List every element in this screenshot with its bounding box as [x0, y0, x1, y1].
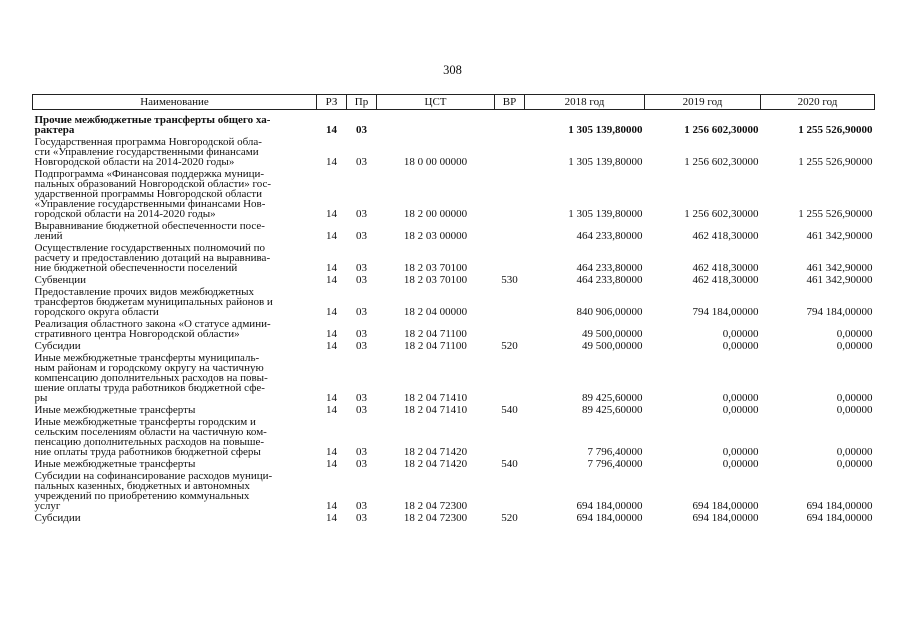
budget-table [32, 94, 875, 525]
row-cst: 18 2 03 00000 [403, 230, 468, 242]
row-value-2019: 794 184,00000 [692, 306, 759, 318]
column-header-2020: 2020 год [761, 95, 875, 110]
table-row [33, 221, 875, 243]
row-value-2018: 1 305 139,80000 [568, 208, 643, 220]
column-header-rz: РЗ [317, 95, 347, 110]
row-value-2018: 694 184,00000 [576, 500, 643, 512]
row-value-2019: 0,00000 [722, 404, 759, 416]
row-vr [495, 221, 525, 243]
row-name: Осуществление государственных полномочий по расчету и предоставлению дотаций на выравнива- ние бюджетной обеспеченности поселений [34, 242, 271, 274]
row-rz: 14 [326, 230, 337, 242]
row-cst: 18 2 04 72300 [403, 500, 468, 512]
row-name: Иные межбюджетные трансферты [34, 404, 196, 416]
row-pr: 03 [356, 262, 367, 274]
row-name: Субсидии на софинансирование расходов муници- пальных казенных, бюджетных и автономных учреждений по приобретению коммунальных услуг [34, 470, 273, 512]
column-header-name: Наименование [33, 95, 317, 110]
row-cst: 18 2 04 71100 [404, 340, 467, 352]
row-value-2018: 7 796,40000 [587, 446, 643, 458]
table-row [33, 319, 875, 341]
row-pr: 03 [356, 328, 367, 340]
row-rz: 14 [326, 458, 337, 470]
row-value-2019: 462 418,30000 [692, 262, 759, 274]
row-rz: 14 [326, 262, 337, 274]
row-value-2020: 0,00000 [836, 328, 873, 340]
row-value-2020: 0,00000 [836, 404, 873, 416]
row-cst: 18 2 03 70100 [403, 262, 468, 274]
row-rz: 14 [326, 328, 337, 340]
row-pr: 03 [356, 512, 367, 524]
row-rz: 14 [326, 446, 337, 458]
row-name: Государственная программа Новгородской обла- сти «Управление государственными финансами Новгородской области на 2014-2020 годы» [34, 136, 262, 168]
row-cst [377, 110, 495, 138]
row-value-2018: 1 305 139,80000 [568, 156, 643, 168]
row-name: Субсидии [34, 512, 81, 524]
row-value-2020: 1 255 526,90000 [798, 156, 873, 168]
column-header-2018: 2018 год [525, 95, 645, 110]
row-value-2018: 49 500,00000 [582, 340, 643, 352]
column-header-2019: 2019 год [645, 95, 761, 110]
row-rz: 14 [326, 500, 337, 512]
page-number: 308 [443, 63, 462, 77]
row-cst: 18 2 04 71100 [404, 328, 467, 340]
row-cst: 18 2 04 71410 [403, 392, 468, 404]
row-rz: 14 [326, 208, 337, 220]
row-name: Прочие межбюджетные трансферты общего ха- рактера [34, 114, 271, 136]
table-row [33, 169, 875, 221]
row-vr [495, 319, 525, 341]
row-name: Иные межбюджетные трансферты муниципаль- ным районам и городскому округу на частичную компенсацию дополнительных расходов на повы- шение оплаты труда работников бюджетной сфе- ры [34, 352, 268, 404]
row-value-2018: 89 425,60000 [582, 404, 643, 416]
row-vr [495, 110, 525, 138]
row-value-2020: 0,00000 [836, 458, 873, 470]
row-value-2020: 1 255 526,90000 [798, 124, 873, 136]
row-pr: 03 [356, 306, 367, 318]
row-rz: 14 [326, 404, 337, 416]
row-value-2019: 1 256 602,30000 [684, 156, 759, 168]
row-value-2018: 89 425,60000 [582, 392, 643, 404]
row-value-2019: 0,00000 [722, 458, 759, 470]
table-row [33, 110, 875, 138]
row-cst: 18 2 03 70100 [403, 274, 468, 286]
row-vr [495, 417, 525, 459]
row-value-2020: 461 342,90000 [806, 262, 873, 274]
table-row [33, 353, 875, 405]
row-cst: 18 2 04 71420 [403, 446, 468, 458]
table-row [33, 513, 875, 525]
row-name: Выравнивание бюджетной обеспеченности посе- лений [34, 220, 265, 242]
table-row [33, 243, 875, 275]
row-pr: 03 [356, 156, 367, 168]
row-vr [495, 243, 525, 275]
table-row [33, 137, 875, 169]
row-rz: 14 [326, 306, 337, 318]
row-rz: 14 [326, 156, 337, 168]
row-vr: 520 [501, 512, 518, 524]
row-rz: 14 [326, 124, 337, 136]
row-pr: 03 [356, 404, 367, 416]
row-value-2020: 0,00000 [836, 392, 873, 404]
column-header-cst: ЦСТ [377, 95, 495, 110]
row-rz: 14 [326, 392, 337, 404]
row-value-2019: 462 418,30000 [692, 274, 759, 286]
row-vr: 530 [501, 274, 518, 286]
row-value-2020: 461 342,90000 [806, 230, 873, 242]
row-value-2019: 0,00000 [722, 340, 759, 352]
row-rz: 14 [326, 340, 337, 352]
row-pr: 03 [356, 458, 367, 470]
row-value-2018: 1 305 139,80000 [568, 124, 643, 136]
row-value-2020: 794 184,00000 [806, 306, 873, 318]
row-value-2018: 464 233,80000 [576, 262, 643, 274]
row-vr: 540 [501, 458, 518, 470]
table-row [33, 417, 875, 459]
row-value-2020: 0,00000 [836, 340, 873, 352]
row-value-2018: 694 184,00000 [576, 512, 643, 524]
row-value-2020: 461 342,90000 [806, 274, 873, 286]
row-pr: 03 [356, 392, 367, 404]
row-cst: 18 2 04 71410 [403, 404, 468, 416]
row-pr: 03 [356, 230, 367, 242]
row-pr: 03 [356, 274, 367, 286]
row-cst: 18 2 04 72300 [403, 512, 468, 524]
table-row [33, 471, 875, 513]
row-pr: 03 [356, 208, 367, 220]
row-cst: 18 2 04 00000 [403, 306, 468, 318]
row-cst: 18 2 04 71420 [403, 458, 468, 470]
row-value-2020: 694 184,00000 [806, 512, 873, 524]
row-vr: 540 [501, 404, 518, 416]
column-header-pr: Пр [347, 95, 377, 110]
row-name: Субсидии [34, 340, 81, 352]
row-name: Подпрограмма «Финансовая поддержка муници- пальных образований Новгородской области» гос- ударственной программы Новгородской области «Управление государственными финансами Нов- городской области на 2014-2020 годы» [34, 168, 272, 220]
row-value-2020: 694 184,00000 [806, 500, 873, 512]
row-value-2018: 464 233,80000 [576, 274, 643, 286]
row-value-2018: 840 906,00000 [576, 306, 643, 318]
table-row [33, 287, 875, 319]
row-value-2019: 0,00000 [722, 392, 759, 404]
row-rz: 14 [326, 274, 337, 286]
row-cst: 18 2 00 00000 [403, 208, 468, 220]
row-value-2019: 0,00000 [722, 446, 759, 458]
row-value-2020: 1 255 526,90000 [798, 208, 873, 220]
row-value-2019: 694 184,00000 [692, 512, 759, 524]
row-name: Иные межбюджетные трансферты [34, 458, 196, 470]
row-value-2019: 1 256 602,30000 [684, 124, 759, 136]
row-rz: 14 [326, 512, 337, 524]
row-vr [495, 287, 525, 319]
row-value-2018: 49 500,00000 [582, 328, 643, 340]
column-header-vr: ВР [495, 95, 525, 110]
row-value-2019: 462 418,30000 [692, 230, 759, 242]
row-vr [495, 353, 525, 405]
row-vr [495, 137, 525, 169]
row-value-2018: 464 233,80000 [576, 230, 643, 242]
row-pr: 03 [356, 340, 367, 352]
row-name: Предоставление прочих видов межбюджетных трансфертов бюджетам муниципальных районов и городского округа области [34, 286, 273, 318]
row-vr [495, 471, 525, 513]
row-cst: 18 0 00 00000 [403, 156, 468, 168]
row-vr: 520 [501, 340, 518, 352]
row-name: Субвенции [34, 274, 87, 286]
row-pr: 03 [356, 124, 367, 136]
row-name: Иные межбюджетные трансферты городским и сельским поселениям области на частичную ком- пенсацию дополнительных расходов на повыше- ние оплаты труда работников бюджетной сферы [34, 416, 267, 458]
row-value-2018: 7 796,40000 [587, 458, 643, 470]
row-pr: 03 [356, 446, 367, 458]
table-header-row [33, 95, 875, 110]
row-pr: 03 [356, 500, 367, 512]
row-value-2019: 1 256 602,30000 [684, 208, 759, 220]
row-name: Реализация областного закона «О статусе админи- стративного центра Новгородской области» [34, 318, 271, 340]
row-value-2019: 0,00000 [722, 328, 759, 340]
row-value-2019: 694 184,00000 [692, 500, 759, 512]
row-vr [495, 169, 525, 221]
row-value-2020: 0,00000 [836, 446, 873, 458]
